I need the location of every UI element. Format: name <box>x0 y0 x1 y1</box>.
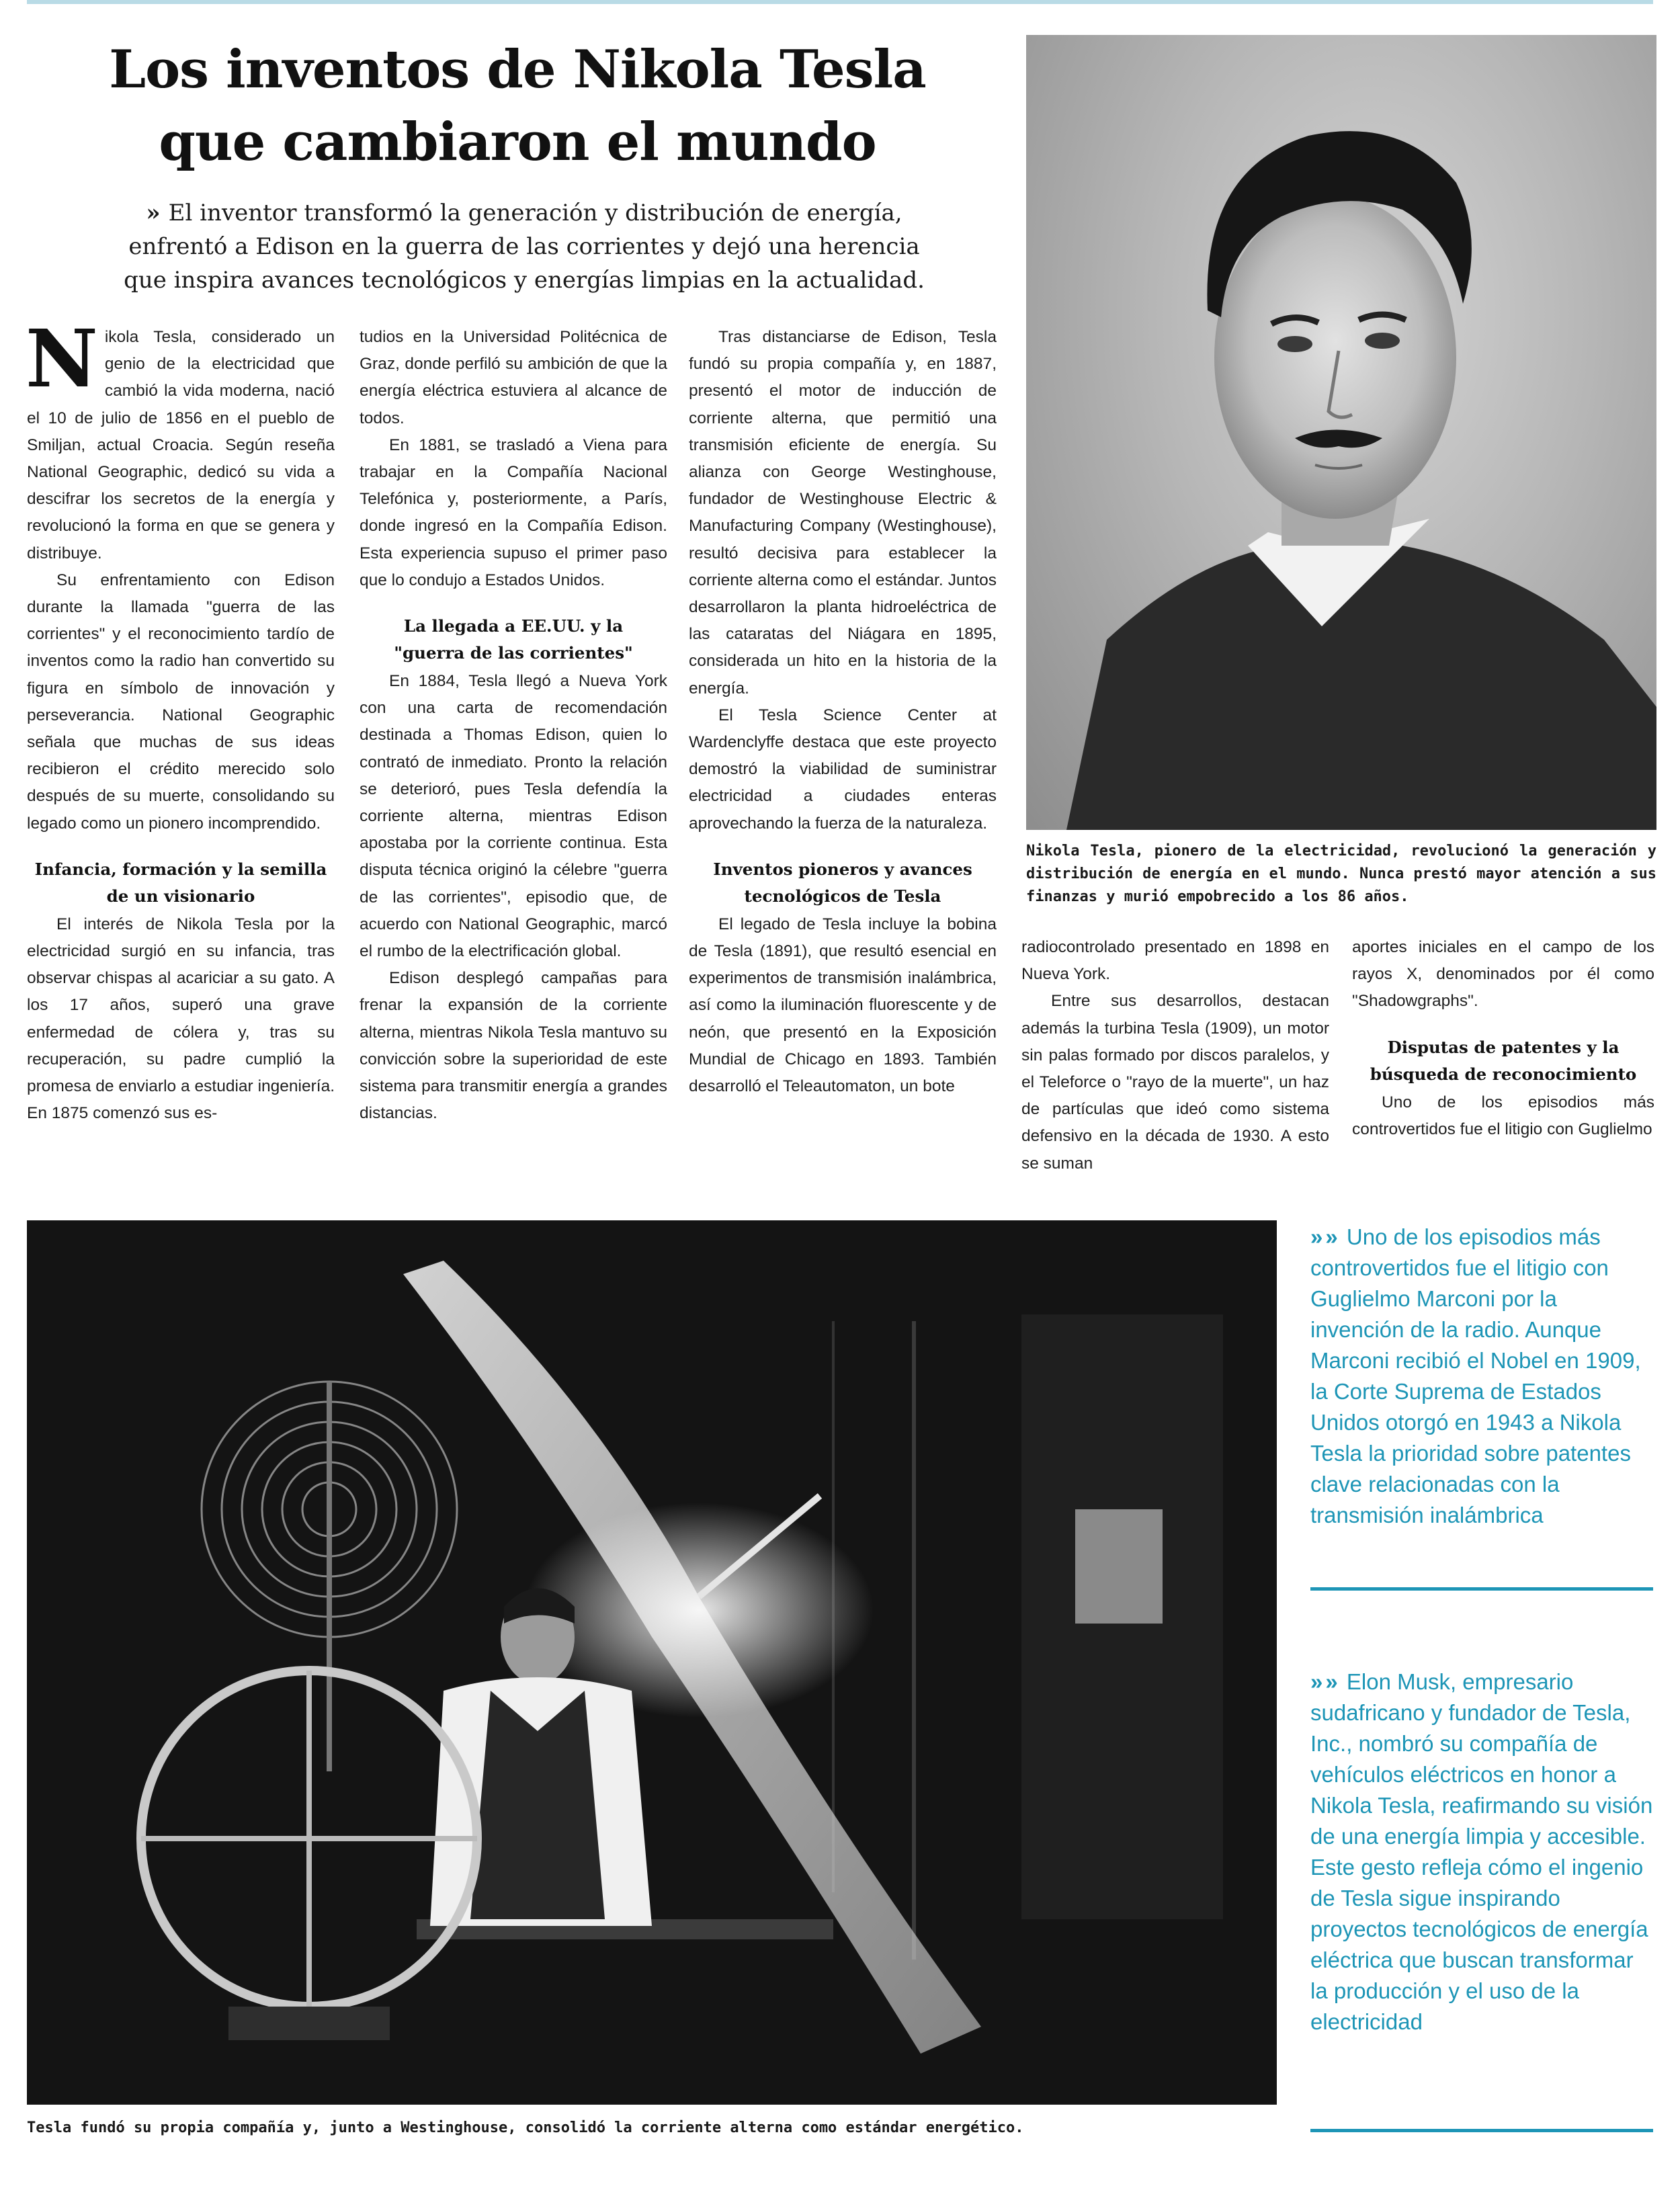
pull-quote-text: Elon Musk, empresario sudafricano y fundador de Tesla, Inc., nombró su compañía de vehículos eléctricos en honor a Nikola Tesla, reafirmando su visión de una energía limpia y accesible. Este gesto refleja cómo el ingenio de Tesla sigue inspirando proyectos tecnológicos de energía eléctrica que buscan transformar la producción y el uso de la electricidad <box>1310 1669 1653 2034</box>
deck-arrow-icon: » <box>146 200 161 226</box>
paragraph: Tras distanciarse de Edison, Tesla fundó su propia compañía y, en 1887, presentó el motor de inducción de corriente alterna, que permitió una transmisión eficiente de energía. Su alianza con George Westinghouse, fundador de Westinghouse Electric & Manufacturing Company (Westinghouse), resultó decisiva para establecer la corriente alterna como el estándar. Juntos desarrollaron la planta hidroeléctrica de las cataratas del Niágara en 1895, considerada un hito en la historia de la energía. <box>689 328 997 698</box>
laboratory-caption: Tesla fundó su propia compañía y, junto a Westinghouse, consolidó la corriente alterna como estándar energético. <box>27 2119 1024 2136</box>
paragraph: El interés de Nikola Tesla por la electricidad surgió en su infancia, tras observar chispas al acariciar a su gato. A los 17 años, superó una grave enfermedad de cólera y, tras su recuperación, su padre cumplió la promesa de enviarlo a estudiar ingeniería. En 1875 comenzó sus es- <box>27 915 335 1123</box>
paragraph: El legado de Tesla incluye la bobina de Tesla (1891), que resultó esencial en experimentos de transmisión inalámbrica, así como la iluminación fluorescente y de neón, que presentó en la Exposición Mundial de Chicago en 1893. También desarrolló el Teleautomaton, un bote <box>689 915 997 1096</box>
pull-quote-2 <box>1310 1667 1653 2037</box>
paragraph: El Tesla Science Center at Wardenclyffe destaca que este proyecto demostró la viabilidad de suministrar electricidad a ciudades enteras aprovechando la fuerza de la naturaleza. <box>689 706 997 833</box>
paragraph: En 1884, Tesla llegó a Nueva York con una carta de recomendación destinada a Thomas Edison, quien lo contrató de inmediato. Pronto la relación se deterioró, pues Tesla defendía la corriente alterna, mientras Edison apostaba por la corriente continua. Esta disputa técnica originó la célebre "guerra de las corrientes", episodio que, de acuerdo con National Geographic, marcó el rumbo de la electrificación global. <box>360 672 667 961</box>
quote-divider <box>1310 2129 1653 2132</box>
drop-cap: N <box>26 312 98 405</box>
subheading: Inventos pioneros y avances tecnológicos de Tesla <box>713 859 972 906</box>
top-rule <box>27 0 1653 4</box>
paragraph: Uno de los episodios más controvertidos fue el litigio con Guglielmo <box>1352 1093 1654 1138</box>
quote-divider <box>1310 1587 1653 1591</box>
headline-line-2: que cambiaron el mundo <box>159 112 876 173</box>
article-column-3 <box>689 324 997 1100</box>
tesla-portrait-photo <box>1026 35 1656 830</box>
paragraph: En 1881, se trasladó a Viena para trabajar en la Compañía Nacional Telefónica y, posteriormente, a París, donde ingresó en la Compañía Edison. Esta experiencia supuso el primer paso que lo condujo a Estados Unidos. <box>360 435 667 589</box>
pull-quote-1 <box>1310 1222 1653 1531</box>
subheading: Disputas de patentes y la búsqueda de reconocimiento <box>1370 1037 1637 1084</box>
tesla-laboratory-photo <box>27 1220 1277 2105</box>
headline <box>27 34 1008 179</box>
quote-arrow-icon: » <box>1310 1224 1319 1249</box>
paragraph: tudios en la Universidad Politécnica de Graz, donde perfiló su ambición de que la energía eléctrica estuviera al alcance de todos. <box>360 328 667 427</box>
paragraph: Edison desplegó campañas para frenar la expansión de la corriente alterna, mientras Nikola Tesla mantuvo su convicción sobre la superioridad de este sistema para transmitir energía a grandes distancias. <box>360 969 667 1123</box>
paragraph: aportes iniciales en el campo de los rayos X, denominados por él como "Shadowgraphs". <box>1352 938 1654 1011</box>
subheading: Infancia, formación y la semilla de un visionario <box>34 859 327 906</box>
laboratory-illustration <box>27 1220 1277 2105</box>
quote-arrow-icon: » <box>1325 1669 1334 1694</box>
quote-arrow-icon: » <box>1325 1224 1334 1249</box>
pull-quote-text: Uno de los episodios más controvertidos fue el litigio con Guglielmo Marconi por la invención de la radio. Aunque Marconi recibió el Nobel en 1909, la Corte Suprema de Estados Unidos otorgó en 1943 a Nikola Tesla la prioridad sobre patentes clave relacionadas con la transmisión inalámbrica <box>1310 1224 1641 1527</box>
quote-arrow-icon: » <box>1310 1669 1319 1694</box>
headline-line-1: Los inventos de Nikola Tesla <box>109 39 926 100</box>
paragraph: Su enfrentamiento con Edison durante la llamada "guerra de las corrientes" y el reconocimiento tardío de inventos como la radio han convertido su figura en símbolo de innovación y perseverancia. National Geographic señala que muchas de sus ideas recibieron el crédito merecido solo después de su muerte, consolidando su legado como un pionero incomprendido. <box>27 571 335 833</box>
portrait-caption: Nikola Tesla, pionero de la electricidad, revolucionó la generación y distribución de energía en el mundo. Nunca prestó mayor atención a sus finanzas y murió empobrecido a los 86 años. <box>1026 843 1656 905</box>
paragraph: Entre sus desarrollos, destacan además la turbina Tesla (1909), un motor sin palas formado por discos paralelos, y el Teleforce o "rayo de la muerte", un haz de partículas que ideó como sistema defensivo en la década de 1930. A esto se suman <box>1021 992 1329 1173</box>
paragraph-text: ikola Tesla, considerado un genio de la electricidad que cambió la vida moderna, nació el 10 de julio de 1856 en el pueblo de Smiljan, actual Croacia. Según reseña National Geographic, dedicó su vida a descifrar los secretos de la energía y revolucionó la forma en que se genera y distribuye. <box>27 328 335 562</box>
article-column-1 <box>26 312 335 1127</box>
deck <box>114 196 934 297</box>
deck-text: El inventor transformó la generación y distribución de energía, enfrentó a Edison en la guerra de las corrientes y dejó una herencia que inspira avances tecnológicos y energías limpias en la actualidad. <box>124 200 925 294</box>
article-column-2 <box>360 324 667 1127</box>
paragraph <box>26 312 335 567</box>
portrait-illustration <box>1026 35 1656 830</box>
article-column-4 <box>1021 934 1329 1177</box>
article-column-5 <box>1352 934 1654 1143</box>
subheading: La llegada a EE.UU. y la "guerra de las corrientes" <box>394 616 633 663</box>
paragraph: radiocontrolado presentado en 1898 en Nueva York. <box>1021 938 1329 984</box>
